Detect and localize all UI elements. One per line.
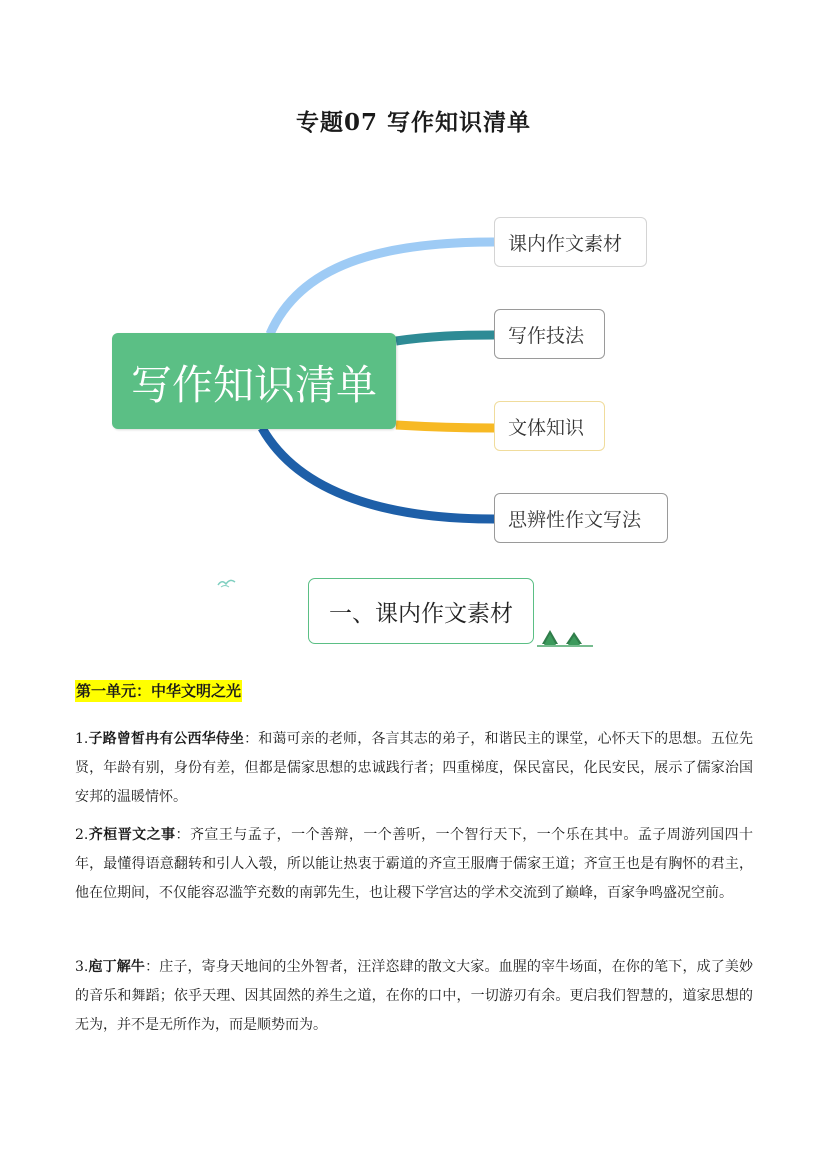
branch-node-3: 文体知识 <box>494 401 605 451</box>
item-title: 齐桓晋文之事 <box>88 827 176 843</box>
paragraph-item-1 <box>75 725 753 812</box>
item-number: 1. <box>75 731 89 747</box>
item-text: ：齐宣王与孟子，一个善辩，一个善听，一个智行天下，一个乐在其中。孟子周游列国四十年，最懂得语意翻转和引人入彀，所以能让热衷于霸道的齐宣王服膺于儒家王道；齐宣王也是有胸怀的君主，他在位期间，不仅能容忍滥竽充数的南郭先生，也让稷下学宫达的学术交流到了巅峰，百家争鸣盛况空前。 <box>75 827 753 901</box>
branch-node-1: 课内作文素材 <box>494 217 647 267</box>
bird-decoration-icon <box>217 577 237 589</box>
mind-map-central-node: 写作知识清单 <box>112 333 396 429</box>
unit-heading: 第一单元：中华文明之光 <box>76 682 242 700</box>
item-title: 子路曾皙冉有公西华侍坐 <box>88 731 245 747</box>
paragraph-item-2 <box>75 821 753 908</box>
branch-node-2: 写作技法 <box>494 309 605 359</box>
section-title-box: 一、课内作文素材 <box>308 578 534 644</box>
connector-1 <box>270 242 494 334</box>
connector-2 <box>396 335 494 341</box>
paragraph-item-3 <box>75 953 753 1040</box>
item-number: 2. <box>75 827 89 843</box>
page-title: 专题07 写作知识清单 <box>295 109 531 136</box>
tree-decoration-icon <box>537 628 593 648</box>
connector-4 <box>262 428 494 519</box>
branch-node-4: 思辨性作文写法 <box>494 493 668 543</box>
item-number: 3. <box>75 959 89 975</box>
item-text: ：庄子，寄身天地间的尘外智者，汪洋恣肆的散文大家。血腥的宰牛场面，在你的笔下，成了美妙的音乐和舞蹈；依乎天理、因其固然的养生之道，在你的口中，一切游刃有余。更启我们智慧的，道家思想的无为，并不是无所作为，而是顺势而为。 <box>75 959 754 1033</box>
connector-3 <box>396 425 494 428</box>
item-text: ：和蔼可亲的老师，各言其志的弟子，和谐民主的课堂，心怀天下的思想。五位先贤，年龄有别，身份有差，但都是儒家思想的忠诚践行者；四重梯度，保民富民，化民安民，展示了儒家治国安邦的温暖情怀。 <box>75 731 754 805</box>
item-title: 庖丁解牛 <box>88 959 146 975</box>
